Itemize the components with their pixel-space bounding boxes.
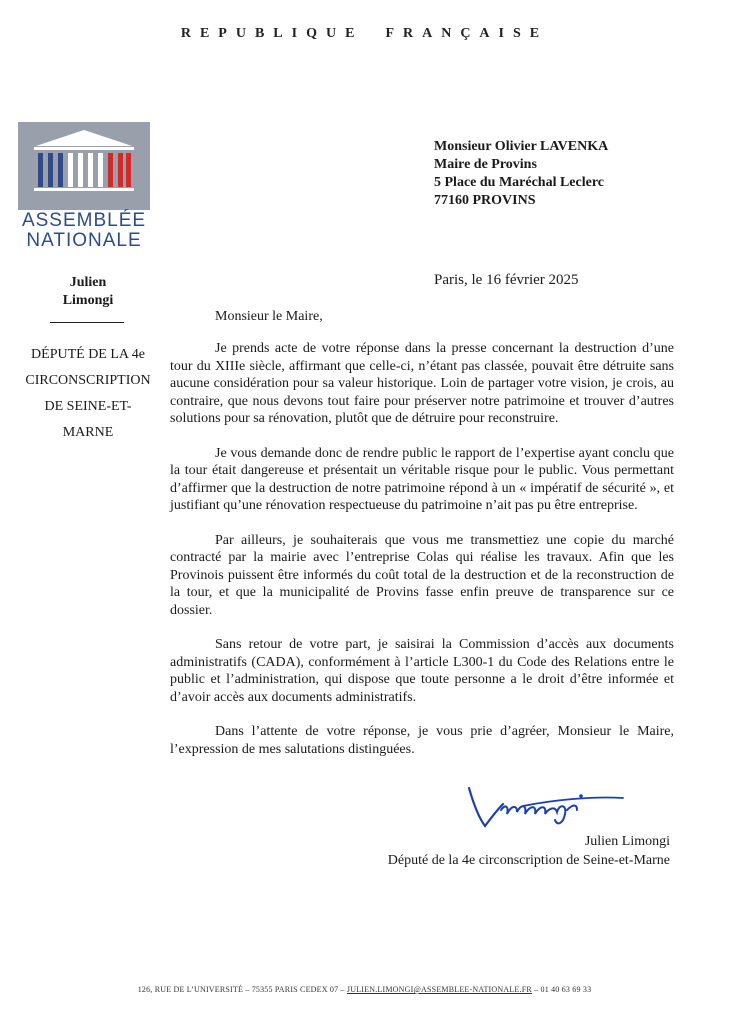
addressee-line: Monsieur Olivier LAVENKA bbox=[434, 139, 609, 154]
addressee-block bbox=[434, 138, 608, 210]
footer-phone: – 01 40 63 69 33 bbox=[531, 985, 592, 994]
sidebar-title-line: DÉPUTÉ DE LA 4e bbox=[31, 347, 145, 362]
handwritten-signature bbox=[463, 774, 629, 830]
signature-role: Député de la 4e circonscription de Seine-et-Marne bbox=[387, 853, 670, 868]
addressee-line: 77160 PROVINS bbox=[434, 193, 536, 208]
sidebar-first-name: Julien bbox=[69, 275, 107, 290]
body-paragraph: Sans retour de votre part, je saisirai la Commission d’accès aux documents administratifs (CADA), conformément à l’article L300-1 du Code des Relations entre le public et l’administration, qui dispose que toute personne a le droit d’être informée et d’avoir accès aux documents administratifs. bbox=[170, 637, 674, 705]
body-paragraph: Par ailleurs, je souhaiterais que vous me transmettiez une copie du marché contracté par la mairie avec l’entreprise Colas qui réalise les travaux. Afin que les Provinois puissent être informés du coût total de la destruction et de la reconstruction de la tour, et que la municipalité de Provins fasse enfin preuve de transparence sur ce dossier. bbox=[170, 532, 674, 618]
sidebar-title-line: CIRCONSCRIPTION bbox=[25, 373, 151, 388]
assemblee-building-icon bbox=[18, 122, 150, 210]
footer-address: 126, RUE DE L’UNIVERSITÉ – 75355 PARIS CEDEX 07 – bbox=[137, 985, 347, 994]
sidebar-title-line: MARNE bbox=[62, 425, 114, 440]
assemblee-nationale-logo bbox=[18, 122, 150, 251]
letter-body bbox=[170, 340, 674, 775]
body-paragraph: Dans l’attente de votre réponse, je vous prie d’agréer, Monsieur le Maire, l’expression de mes salutations distinguées. bbox=[170, 724, 674, 757]
letter-salutation: Monsieur le Maire, bbox=[215, 309, 323, 324]
body-paragraph: Je vous demande donc de rendre public le rapport de l’expertise ayant conclu que la tour était dangereuse et présentait un véritable risque pour le public. Vous permettant d’affirmer que la destruction de notre patrimoine répond à un « impératif de sécurité », et justifiant qu’une rénovation respectueuse du patrimoine n’ait pas pu être entreprise. bbox=[170, 445, 674, 513]
sidebar-deputy-name bbox=[20, 274, 156, 310]
addressee-line: Maire de Provins bbox=[434, 157, 537, 172]
footer-email-link[interactable]: JULIEN.LIMONGI@ASSEMBLEE-NATIONALE.FR bbox=[346, 985, 532, 994]
sidebar-deputy-title bbox=[16, 342, 160, 446]
logo-text-assemblee: ASSEMBLÉE bbox=[21, 210, 147, 231]
sidebar-title-line: DE SEINE-ET- bbox=[44, 399, 132, 414]
body-paragraph: Je prends acte de votre réponse dans la presse concernant la destruction d’une tour du XIIIe siècle, affirmant que celle-ci, n’étant pas classée, pouvait être détruite sans aucune considération pour sa valeur historique. Loin de partager votre vision, je crois, au contraire, que nous devons tout faire pour préserver notre patrimoine et trouver d’autres solutions pour sa rénovation, plutôt que de détruire pour reconstruire. bbox=[170, 341, 674, 426]
sidebar-last-name: Limongi bbox=[62, 293, 114, 308]
footer-contact bbox=[0, 985, 729, 994]
sidebar-divider bbox=[50, 322, 124, 323]
logo-text-nationale: NATIONALE bbox=[26, 230, 142, 251]
letter-date: Paris, le 16 février 2025 bbox=[434, 272, 579, 288]
addressee-line: 5 Place du Maréchal Leclerc bbox=[434, 175, 605, 190]
letterhead-republique-francaise bbox=[0, 26, 729, 42]
signature-name: Julien Limongi bbox=[584, 834, 670, 849]
header-word-republique: REPUBLIQUE bbox=[180, 26, 364, 41]
header-word-francaise: FRANÇAISE bbox=[385, 26, 549, 41]
